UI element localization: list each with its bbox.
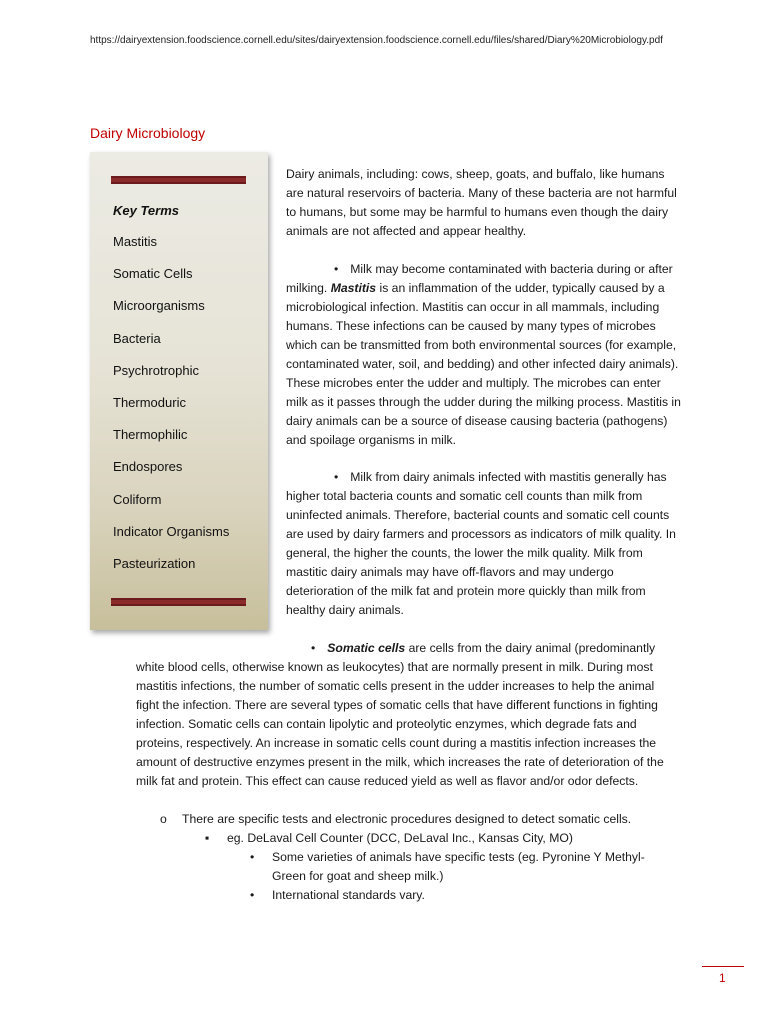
sub-item-tests-text: There are specific tests and electronic procedures designed to detect somatic cells. <box>182 812 632 826</box>
sub-item-delaval-text: eg. DeLaval Cell Counter (DCC, DeLaval Inc., Kansas City, MO) <box>227 831 573 845</box>
key-term: Bacteria <box>113 330 161 346</box>
key-terms-list <box>113 234 229 588</box>
sidebar-bottom-rule <box>111 598 246 606</box>
bullet-marker: • <box>311 641 316 655</box>
key-term: Endospores <box>113 459 183 475</box>
sub-item-varieties-text: Some varieties of animals have specific tests (eg. Pyronine Y Methyl-Green for goat and sheep milk.) <box>272 850 645 883</box>
mastitis-term: Mastitis <box>330 281 377 295</box>
bullet-marker: • <box>334 262 339 276</box>
key-term: Mastitis <box>113 234 158 249</box>
somatic-cells-text-rest: white blood cells, otherwise known as leukocytes) that are normally present in milk. During most mastitis infections, the number of somatic cells present in the udder increases to help the animal fight the infection. There are several types of somatic cells that have different functions in fighting infection. Somatic cells can contain lipolytic and proteolytic enzymes, which degrade fats and proteins, respectively. An increase in somatic cells count during a mastitis infection increases the amount of destructive enzymes present in the milk, which increases the rate of deterioration of the milk fat and protein. This effect can cause reduced yield as well as flavor and/or odor defects. <box>136 660 664 788</box>
page-number: 1 <box>719 971 726 985</box>
bullet-marker: • <box>334 470 339 484</box>
somatic-cells-first-line <box>136 639 676 658</box>
key-term: Somatic Cells <box>113 266 193 282</box>
somatic-cells-paragraph <box>136 639 676 791</box>
key-terms-heading: Key Terms <box>113 203 179 218</box>
somatic-cells-term: Somatic cells <box>327 641 406 655</box>
key-term: Pasteurization <box>113 555 196 571</box>
key-term: Psychrotrophic <box>113 362 199 378</box>
key-term: Microorganisms <box>113 298 205 314</box>
bullet-marker: • <box>250 888 255 902</box>
page-title: Dairy Microbiology <box>90 125 206 141</box>
key-terms-sidebar <box>90 152 268 630</box>
bullet-marker: • <box>250 850 255 864</box>
key-term: Thermoduric <box>113 394 186 410</box>
sub-item-standards <box>250 886 425 905</box>
sub-item-standards-text: International standards vary. <box>272 888 425 902</box>
infected-milk-paragraph <box>286 468 681 620</box>
key-term: Indicator Organisms <box>113 523 230 539</box>
square-marker: ▪ <box>205 831 210 845</box>
sidebar-top-rule <box>111 176 246 184</box>
key-term: Coliform <box>113 491 162 507</box>
somatic-cells-text-start: are cells from the dairy animal (predominantly <box>405 641 656 655</box>
circle-marker: o <box>160 812 167 826</box>
sub-item-varieties <box>250 848 670 886</box>
page-number-rule <box>702 966 744 967</box>
source-url: https://dairyextension.foodscience.cornell.edu/sites/dairyextension.foodscience.cornell.edu/files/shared/Diary%20Microbiology.pdf <box>90 35 663 46</box>
infected-milk-text: Milk from dairy animals infected with mastitis generally has higher total bacteria counts and somatic cell counts than milk from uninfected animals. Therefore, bacterial counts and somatic cell counts are used by dairy farmers and processors as indicators of milk quality. In general, the higher the counts, the lower the milk quality. Milk from mastitic dairy animals may have off-flavors and may undergo deterioration of the milk fat and protein more quickly than milk from healthy dairy animals. <box>286 470 676 617</box>
mastitis-text-start: Milk may become contaminated with bacteria during or after milking. <box>286 262 673 295</box>
key-term: Thermophilic <box>113 427 188 443</box>
mastitis-text-rest: is an inflammation of the udder, typically caused by a microbiological infection. Mastitis can occur in all mammals, including humans. These infections can be caused by many types of microbes which can be transmitted from both environmental sources (for example, contaminated water, soil, and bedding) and other infected dairy animals). These microbes enter the udder and multiply. The microbes can enter milk as it passes through the udder during the milking process. Mastitis in dairy animals can be a source of disease causing bacteria (pathogens) and spoilage organisms in milk. <box>286 281 681 447</box>
mastitis-paragraph <box>286 260 681 450</box>
sub-item-delaval <box>205 829 573 848</box>
sub-item-tests <box>160 810 631 829</box>
intro-paragraph: Dairy animals, including: cows, sheep, goats, and buffalo, like humans are natural reservoirs of bacteria. Many of these bacteria are not harmful to humans, but some may be harmful to humans even though the dairy animals are not affected and appear healthy. <box>286 167 677 238</box>
